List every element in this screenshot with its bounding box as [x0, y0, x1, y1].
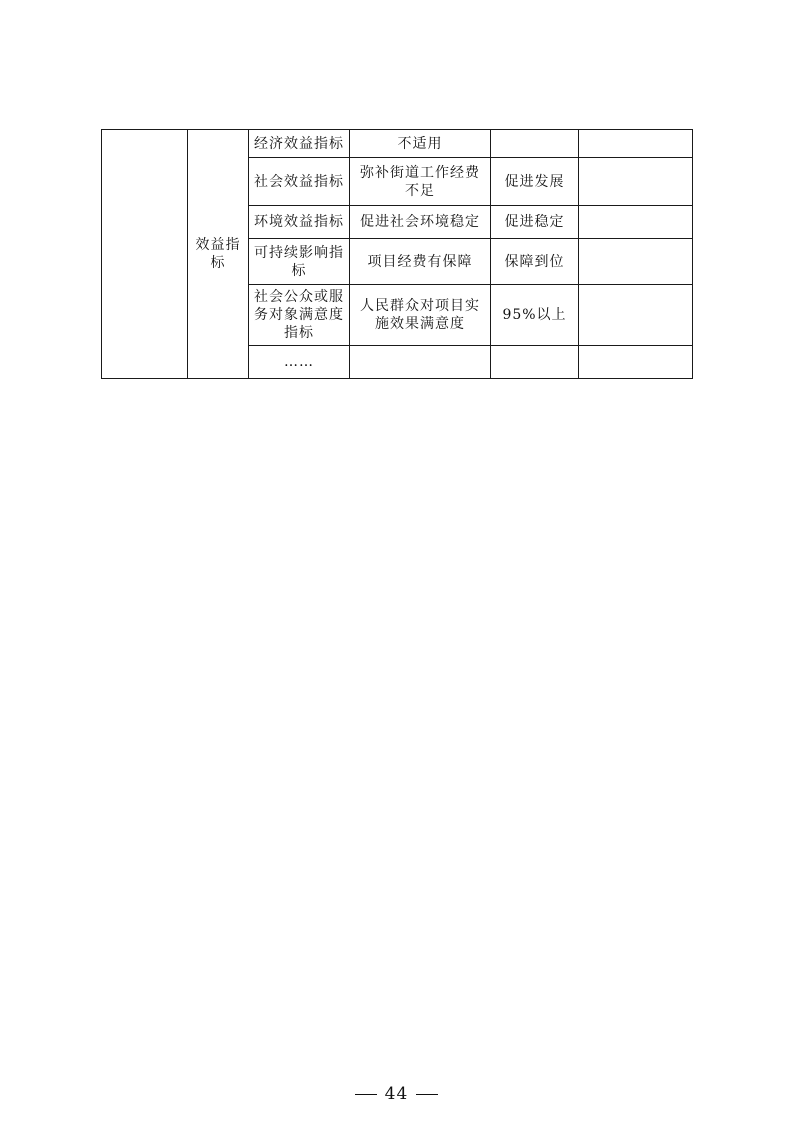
- indicator-cell: 环境效益指标: [249, 206, 350, 239]
- table-row: [102, 130, 693, 158]
- category-cell: 效益指标: [188, 130, 249, 379]
- target-cell: [491, 130, 579, 158]
- indicator-table: [101, 129, 693, 379]
- indicator-cell: 可持续影响指标: [249, 239, 350, 285]
- note-cell: [579, 158, 693, 206]
- indicator-cell: 经济效益指标: [249, 130, 350, 158]
- page-footer: [0, 1083, 793, 1105]
- indicator-cell: ……: [249, 346, 350, 379]
- target-cell: 保障到位: [491, 239, 579, 285]
- right-dash: [416, 1094, 438, 1095]
- target-cell: 促进发展: [491, 158, 579, 206]
- indicator-cell: 社会公众或服务对象满意度指标: [249, 285, 350, 346]
- content-cell: 项目经费有保障: [350, 239, 491, 285]
- indicator-cell: 社会效益指标: [249, 158, 350, 206]
- content-cell: 不适用: [350, 130, 491, 158]
- note-cell: [579, 206, 693, 239]
- content-cell: 人民群众对项目实施效果满意度: [350, 285, 491, 346]
- left-dash: [355, 1094, 377, 1095]
- content-cell: 弥补街道工作经费不足: [350, 158, 491, 206]
- page-number: 44: [384, 1084, 409, 1104]
- note-cell: [579, 346, 693, 379]
- target-cell: [491, 346, 579, 379]
- target-cell: 促进稳定: [491, 206, 579, 239]
- target-cell: 95%以上: [491, 285, 579, 346]
- note-cell: [579, 130, 693, 158]
- content-cell: 促进社会环境稳定: [350, 206, 491, 239]
- level1-indicator-cell: [102, 130, 188, 379]
- content-cell: [350, 346, 491, 379]
- note-cell: [579, 285, 693, 346]
- note-cell: [579, 239, 693, 285]
